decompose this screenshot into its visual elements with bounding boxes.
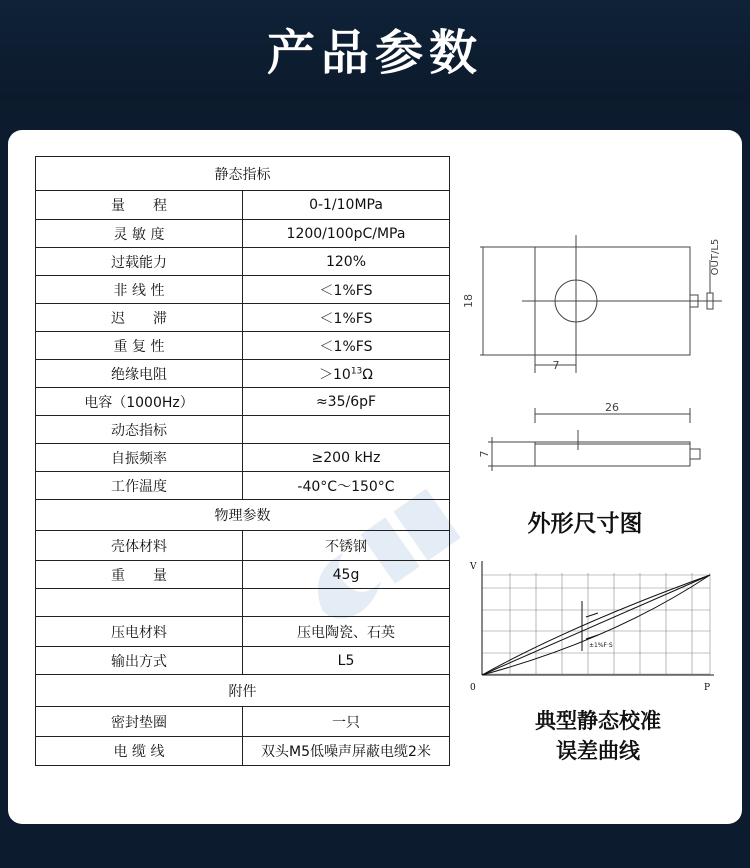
dim-length-label: 26 [605,401,619,414]
row-value-empty [243,416,450,444]
row-label: 灵 敏 度 [36,220,243,248]
dim-height-label: 18 [462,294,475,308]
table-row [36,388,450,416]
row-value: ＜1%FS [243,304,450,332]
table-row [36,737,450,766]
row-value: 0-1/10MPa [243,191,450,220]
row-label: 过载能力 [36,248,243,276]
section-accessory-header: 附件 [36,675,450,707]
row-value: ≈35/6pF [243,388,450,416]
row-label: 自振频率 [36,444,243,472]
drawing-caption: 外形尺寸图 [527,511,643,537]
origin-label: 0 [470,683,476,693]
row-label: 输出方式 [36,647,243,675]
row-value: ≥200 kHz [243,444,450,472]
row-value: L5 [243,647,450,675]
table-row [36,332,450,360]
row-label: 非 线 性 [36,276,243,304]
table-row [36,191,450,220]
axis-x-label: P [704,683,711,693]
row-value: -40°C～150°C [243,472,450,500]
row-label: 工作温度 [36,472,243,500]
error-annotation: ±1%F·S [589,642,613,649]
row-value: 不锈钢 [243,531,450,561]
row-label: 重 量 [36,561,243,589]
row-value: 45g [243,561,450,589]
dim-side-label: 7 [478,450,491,458]
row-value: ＜1%FS [243,332,450,360]
table-row [36,561,450,589]
page-title: 产品参数 [266,25,483,81]
table-row [36,444,450,472]
row-label: 壳体材料 [36,531,243,561]
table-row [36,617,450,647]
curve-caption-line1: 典型静态校准 [535,709,661,733]
table-row [36,531,450,561]
row-value: 120% [243,248,450,276]
row-label: 重 复 性 [36,332,243,360]
row-label: 密封垫圈 [36,707,243,737]
row-value: 1200/100pC/MPa [243,220,450,248]
row-label: 电容（1000Hz） [36,388,243,416]
curve-caption-line2: 误差曲线 [556,739,640,763]
table-row [36,276,450,304]
table-row [36,220,450,248]
row-value: 双头M5低噪声屏蔽电缆2米 [243,737,450,766]
section-physical-header: 物理参数 [36,500,450,531]
table-row [36,707,450,737]
dynamic-label: 动态指标 [36,416,243,444]
table-row [36,248,450,276]
row-value: 压电陶瓷、石英 [243,617,450,647]
row-label: 压电材料 [36,617,243,647]
spec-table [35,156,450,766]
row-value: ＜1%FS [243,276,450,304]
table-row-empty [36,589,450,617]
row-value: $>10^{13}\Omega$ [243,360,450,388]
table-row [36,472,450,500]
table-row [36,647,450,675]
output-label: OUT/L5 [710,238,721,276]
row-label: 量 程 [36,191,243,220]
table-row [36,304,450,332]
axis-y-label: V [470,562,477,572]
row-label: 绝缘电阻 [36,360,243,388]
dimension-drawing [460,225,740,475]
row-label: 迟 滞 [36,304,243,332]
section-static-header: 静态指标 [36,157,450,191]
row-value: 一只 [243,707,450,737]
row-label: 电 缆 线 [36,737,243,766]
table-row [36,360,450,388]
dim-hole-label: 7 [552,359,560,372]
calibration-curve [462,555,722,700]
table-row [36,416,450,444]
